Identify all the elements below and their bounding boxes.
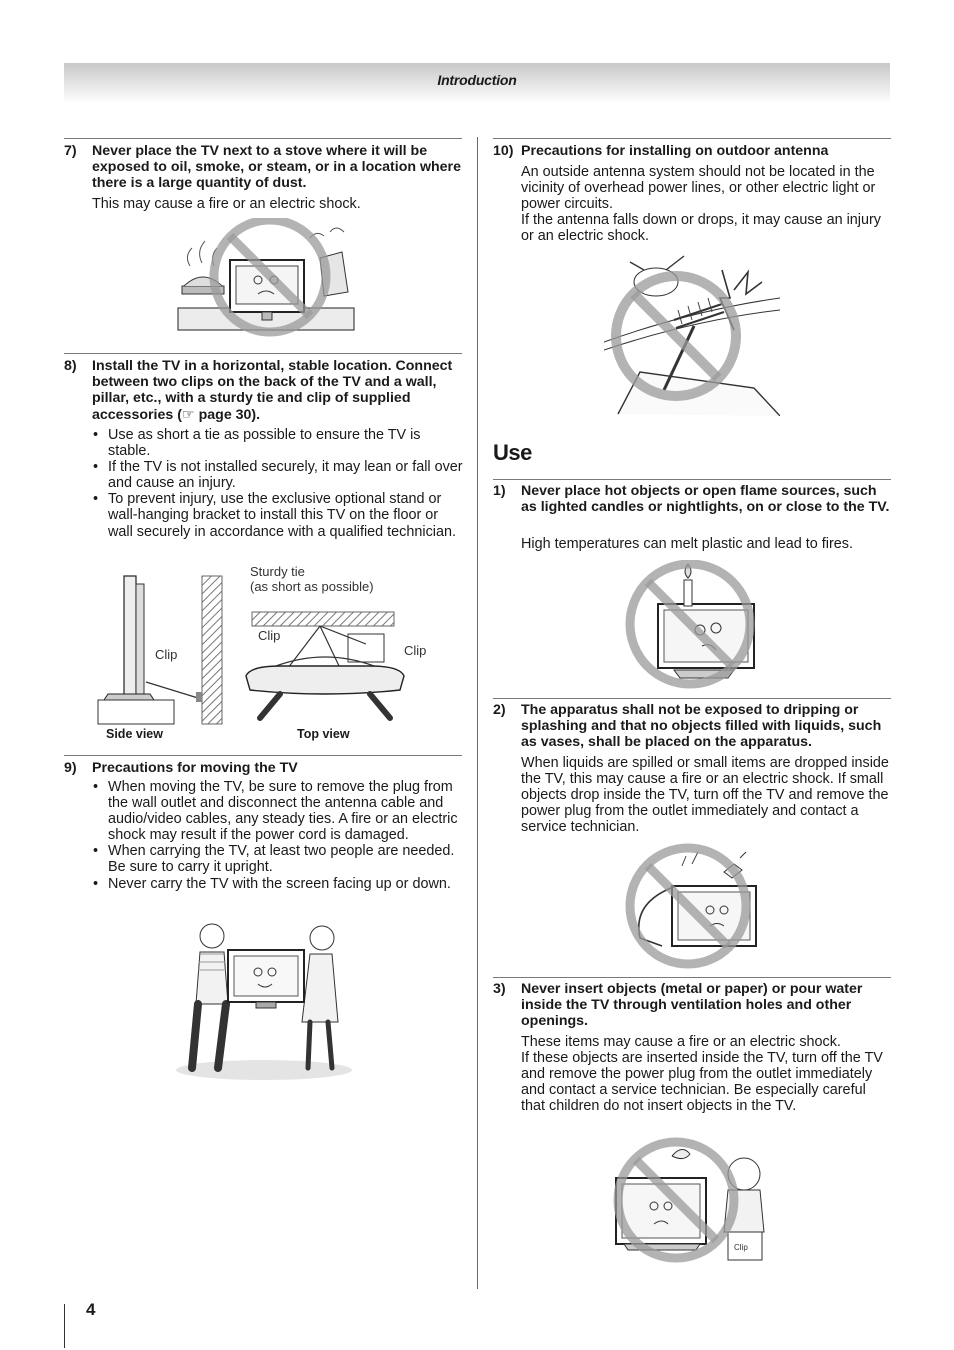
rule-use-item2 xyxy=(493,698,891,699)
rule-item9 xyxy=(64,755,462,756)
item7-heading xyxy=(64,143,462,192)
list-item: • If the TV is not installed securely, it may lean or fall over and cause an injury. xyxy=(92,459,464,491)
rule-item10 xyxy=(493,138,891,139)
header-title: Introduction xyxy=(437,72,517,88)
carrying-tv-illustration xyxy=(172,918,356,1084)
list-item: • When carrying the TV, at least two people are needed. Be sure to carry it upright. xyxy=(92,843,464,875)
use-item2-heading xyxy=(493,702,891,751)
item10-heading xyxy=(493,143,891,159)
liquid-warning-illustration xyxy=(622,842,762,970)
rule-item7 xyxy=(64,138,462,139)
item10-body-2: If the antenna falls down or drops, it may cause an injury or an electric shock. xyxy=(521,212,881,245)
column-divider xyxy=(477,137,478,1289)
item9-number: 9) xyxy=(64,760,77,776)
item9-heading xyxy=(64,760,462,776)
page-header xyxy=(64,63,890,103)
top-view-clip-left-label: Clip xyxy=(258,628,281,643)
rule-use-item1 xyxy=(493,479,891,480)
use-item3-body-2: If these objects are inserted inside the TV, turn off the TV and remove the power plug from the outlet immediately and contact a service technician. Be especially careful that children do not insert objects in the TV. xyxy=(521,1050,883,1115)
as-short-as-possible-label: (as short as possible) xyxy=(250,579,374,594)
page-edge-mark xyxy=(64,1304,65,1348)
item7-number: 7) xyxy=(64,143,77,159)
page-number: 4 xyxy=(86,1300,96,1319)
top-view-diagram xyxy=(240,606,410,722)
item8-title: Install the TV in a horizontal, stable location. Connect between two clips on the back of the TV and a wall, pillar, etc., with a sturdy tie and clip of supplied accessories ( xyxy=(92,358,453,423)
antenna-warning-illustration xyxy=(604,250,780,416)
item9-bullets xyxy=(92,779,464,892)
rule-use-item3 xyxy=(493,977,891,978)
use-item2-body: When liquids are spilled or small items are dropped inside the TV, this may cause a fire or an electric shock. If small objects drop inside the TV, turn off the TV and remove the power plug from the outlet immediately and contact a service technician. xyxy=(521,755,889,836)
item10-body-1: An outside antenna system should not be located in the vicinity of overhead power lines, or other electric light or power circuits. xyxy=(521,164,876,213)
use-item1-number: 1) xyxy=(493,483,506,499)
item10-title: Precautions for installing on outdoor antenna xyxy=(521,143,829,159)
item8-bullets xyxy=(92,427,464,540)
insert-objects-warning-illustration xyxy=(606,1136,778,1268)
page-reference-icon: ☞ xyxy=(181,406,195,423)
use-item2-number: 2) xyxy=(493,702,506,718)
stove-warning-illustration xyxy=(170,218,360,340)
top-view-caption: Top view xyxy=(297,727,350,741)
item8-title-page-ref: page 30). xyxy=(194,406,261,423)
use-item1-body: High temperatures can melt plastic and lead to fires. xyxy=(521,536,853,552)
list-item: • To prevent injury, use the exclusive optional stand or wall-hanging bracket to install this TV on the floor or wall securely in accordance with a qualified technician. xyxy=(92,491,464,539)
use-item3-title: Never insert objects (metal or paper) or pour water inside the TV through ventilation holes and other openings. xyxy=(521,981,863,1030)
use-item1-heading xyxy=(493,483,891,515)
clip-box-label: Clip xyxy=(734,1243,748,1252)
side-view-caption: Side view xyxy=(106,727,163,741)
side-view-clip-label: Clip xyxy=(155,647,178,662)
use-section-title: Use xyxy=(493,440,532,465)
candle-warning-illustration xyxy=(624,560,760,692)
use-item3-heading xyxy=(493,981,891,1030)
item8-heading xyxy=(64,358,462,423)
item7-title: Never place the TV next to a stove where it will be exposed to oil, smoke, or steam, or in a location where there is a large quantity of dust. xyxy=(92,143,461,192)
item7-body: This may cause a fire or an electric shock. xyxy=(92,196,361,212)
item9-title: Precautions for moving the TV xyxy=(92,760,298,776)
use-item2-title: The apparatus shall not be exposed to dripping or splashing and that no objects filled with liquids, such as vases, shall be placed on the apparatus. xyxy=(521,702,882,751)
item8-number: 8) xyxy=(64,358,77,374)
use-item1-title: Never place hot objects or open flame sources, such as lighted candles or nightlights, on or close to the TV. xyxy=(521,483,890,516)
top-view-clip-right-label: Clip xyxy=(404,643,427,658)
sturdy-tie-label: Sturdy tie xyxy=(250,564,305,579)
list-item: • Use as short a tie as possible to ensure the TV is stable. xyxy=(92,427,464,459)
rule-item8 xyxy=(64,353,462,354)
use-item3-body-1: These items may cause a fire or an electric shock. xyxy=(521,1034,841,1050)
item10-number: 10) xyxy=(493,143,514,159)
use-item3-number: 3) xyxy=(493,981,506,997)
list-item: • When moving the TV, be sure to remove the plug from the wall outlet and disconnect the antenna cable and audio/video cables, any steady ties. A fire or an electric shock may result if the power cord is damaged. xyxy=(92,779,464,843)
list-item: • Never carry the TV with the screen facing up or down. xyxy=(92,876,464,892)
